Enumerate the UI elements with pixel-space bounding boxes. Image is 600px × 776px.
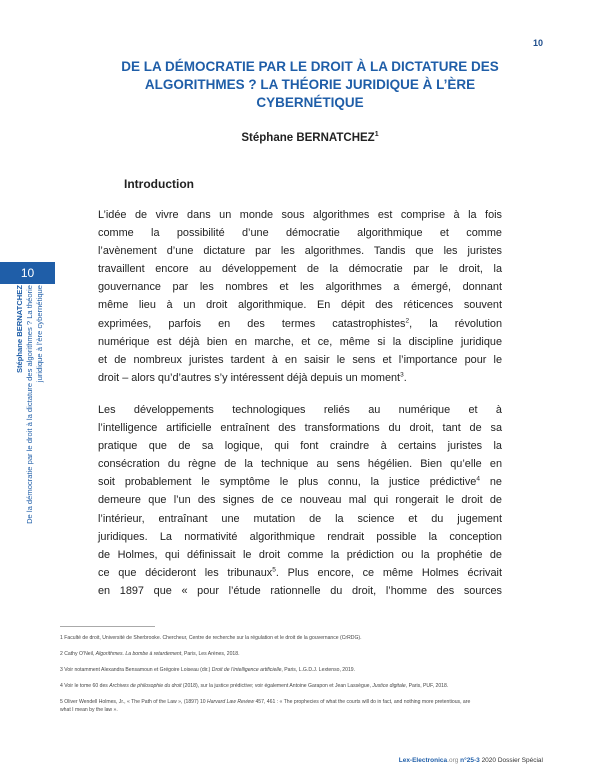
text-line: l’intelligence artificielle entraînent des transformations du droit, tant de sa (98, 422, 502, 435)
text-line: numérique est déjà bien en marche, et ce, même si la discipline juridique (98, 335, 502, 348)
title-line-3: CYBERNÉTIQUE (256, 95, 364, 110)
footnote-text: 457, 461 : « The prophecies of what the courts will do in fact, and nothing more pretentious, are (254, 699, 471, 705)
footnote-text: (2018), sur la justice prédictive; voir également Antoine Garapon et Jean Lassègue, (181, 683, 373, 689)
journal-issue: n°25-3 (460, 757, 480, 764)
side-running-header-text (15, 285, 45, 620)
footnote-text: what I mean by the law ». (60, 707, 118, 713)
footnote-4 (60, 682, 550, 690)
text-line: l’intérieur, entraînant une mutation de la science et du jugement (98, 512, 502, 525)
text-segment: soit probablement le symptôme le plus connu, la justice prédictive (98, 476, 477, 489)
footnote-5 (60, 698, 550, 714)
footnote-3 (60, 666, 550, 674)
text-line: demeure que l’un des signes de ce nouveau mal qui rongerait le droit de (98, 494, 502, 507)
text-segment: ne (479, 476, 502, 489)
author (100, 131, 520, 144)
text-line: comme la possibilité d’une démocratie algorithmique et comme (98, 227, 502, 240)
footnote-ref-3[interactable]: 3 (400, 371, 404, 379)
footnote-italic: Harvard Law Review (207, 699, 255, 705)
page-footer (399, 757, 543, 764)
footnote-italic: Droit de l’intelligence artificielle (211, 667, 282, 673)
footnote-1: 1 Faculté de droit, Université de Sherbrooke. Chercheur, Centre de recherche sur la régulation et le droit de la gouvernance (CrRDG). (60, 635, 362, 641)
text-line (98, 315, 502, 333)
footnote-ref-4[interactable]: 4 (476, 475, 480, 483)
footnote-ref-2[interactable]: 2 (405, 316, 410, 324)
footnote-text: 4 Voir le tome 60 des (60, 683, 110, 689)
text-line (98, 564, 502, 582)
text-line: juridiques. La normativité algorithmique rendrait possible la conception (98, 530, 502, 543)
footnote-text: 3 Voir notamment Alexandra Bensamoun et Grégoire Loiseau (dir.) (60, 667, 212, 673)
footnote-text: , Paris, L.G.D.J. Lextenso, 2019. (281, 667, 356, 673)
text-line: même lieu à un droit algorithmique. En dépit des réticences souvent (98, 299, 502, 312)
footnote-text: 5 Oliver Wendell Holmes, Jr., « The Path of the Law », (1897) 10 (60, 699, 208, 705)
side-running-header (15, 285, 55, 620)
text-line: Les développements technologiques reliés au numérique et à (98, 403, 502, 416)
journal-issue-detail: 2020 Dossier Spécial (479, 757, 543, 764)
text-line: l’avènement d’une dictature par les algorithmes. Tandis que les juristes (98, 245, 502, 258)
footnote-2 (60, 650, 550, 658)
footnote-italic: Algorithmes. La bombe à retardement (95, 651, 182, 657)
page-number: 10 (532, 38, 543, 48)
text-segment: . Plus encore, ce même Holmes écrivait (275, 566, 502, 579)
title-line-2: ALGORITHMES ? LA THÉORIE JURIDIQUE À L’ÈRE (144, 77, 476, 92)
text-line: consécration du règne de la technique au sens hégélien. Bien qu’elle en (98, 458, 502, 471)
paragraph-1 (98, 206, 502, 387)
side-caption-line-1: De la démocratie par le droit à la dictature des algorithmes ? La théorie (25, 285, 34, 524)
footnotes (60, 634, 550, 722)
footnote-text: 2 Cathy O’Neil, (60, 651, 96, 657)
footnote-text: , Paris, PUF, 2018. (405, 683, 449, 689)
text-line: de Holmes, qui définissait le droit comme la prédiction ou la prophétie de (98, 548, 502, 561)
text-line (98, 369, 502, 387)
journal-brand: Lex-Electronica (398, 757, 448, 764)
footnote-text: , Paris, Les Arènes, 2018. (181, 651, 240, 657)
section-heading: Introduction (124, 177, 194, 191)
text-segment: , la révolution (409, 317, 503, 330)
text-line: en 1897 que « pour l’étude rationnelle du droit, l’homme des sources (98, 584, 502, 597)
text-segment: exprimées, parfois en des termes catastrophistes (98, 317, 406, 330)
footnote-divider (60, 626, 155, 627)
side-caption-line-2: juridique à l’ère cybernétique (35, 285, 44, 383)
author-note-ref: 1 (374, 131, 379, 138)
text-line: gouvernance par les nombres et les algorithmes a émergé, donnant (98, 281, 502, 294)
text-line: et de nombreux juristes tardent à en saisir le sens et l’importance pour le (98, 353, 502, 366)
footnote-italic: Archives de philosophie du droit (109, 683, 182, 689)
title-line-1: DE LA DÉMOCRATIE PAR LE DROIT À LA DICTATURE DES (121, 59, 499, 74)
text-line: L’idée de vivre dans un monde sous algorithmes est comprise à la fois (98, 209, 502, 221)
body-text (98, 206, 502, 614)
text-segment: . (403, 371, 407, 384)
text-line: pratique que de sa logique, qui font craindre à certains juristes la (98, 440, 502, 453)
paragraph-2 (98, 401, 502, 600)
footnote-ref-5[interactable]: 5 (272, 566, 276, 574)
text-line (98, 473, 502, 491)
text-segment: droit – alors qu’d’autres s’y intéressent déjà depuis un moment (98, 371, 401, 384)
text-segment: ce que décideront les tribunaux (98, 566, 273, 579)
journal-domain: .org (447, 757, 459, 764)
text-line: travaillent encore au développement de la démocratie par le droit, la (98, 263, 502, 276)
side-author: Stéphane BERNATCHEZ (15, 285, 24, 374)
side-page-tab: 10 (0, 262, 55, 284)
article-title (100, 58, 520, 112)
footnote-italic: Justice digitale (372, 683, 406, 689)
author-name: Stéphane BERNATCHEZ (241, 131, 375, 144)
